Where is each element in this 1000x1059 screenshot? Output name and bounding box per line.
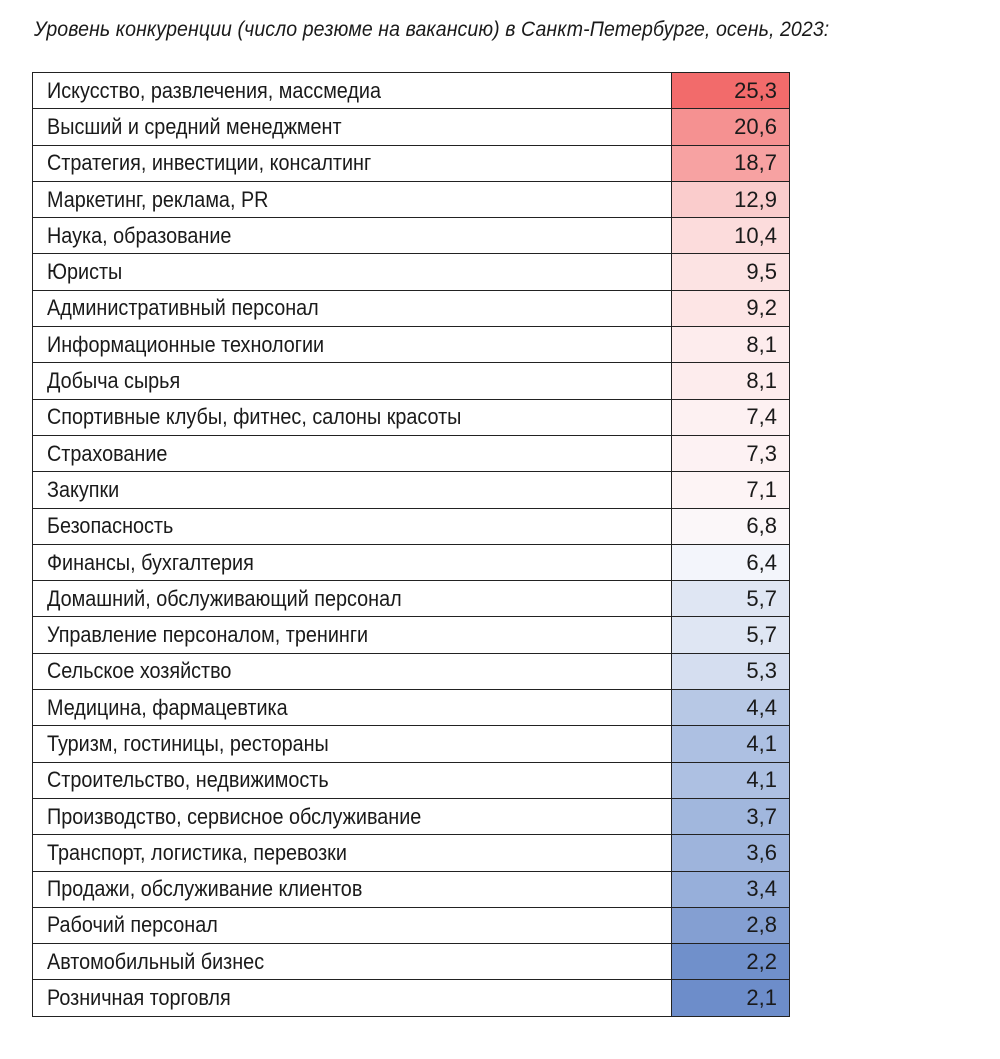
row-name-cell [33,872,672,907]
row-name: Транспорт, логистика, перевозки [47,839,347,865]
table-row [33,835,790,871]
table-row [33,654,790,690]
row-value: 3,6 [672,835,790,870]
chart-title: Уровень конкуренции (число резюме на вакансию) в Санкт-Петербурге, осень, 2023: [34,18,830,41]
row-value: 8,1 [672,363,790,398]
row-value: 6,8 [672,509,790,544]
row-name: Закупки [47,476,120,502]
table-row [33,363,790,399]
row-value: 10,4 [672,218,790,253]
row-value: 4,1 [672,726,790,761]
row-name: Юристы [47,259,123,285]
row-value: 2,1 [672,980,790,1015]
table-row [33,254,790,290]
row-name: Финансы, бухгалтерия [47,549,254,575]
row-value: 2,8 [672,908,790,943]
row-name: Продажи, обслуживание клиентов [47,876,363,902]
row-name-cell [33,908,672,943]
table-row [33,690,790,726]
row-name: Медицина, фармацевтика [47,694,288,720]
table-row [33,218,790,254]
row-value: 25,3 [672,73,790,108]
row-value: 9,2 [672,291,790,326]
row-name: Высший и средний менеджмент [47,113,342,139]
row-name: Безопасность [47,513,174,539]
table-row [33,799,790,835]
row-name-cell [33,545,672,580]
row-name-cell [33,109,672,144]
row-name-cell [33,254,672,289]
row-name-cell [33,472,672,507]
row-name-cell [33,835,672,870]
row-name-cell [33,73,672,108]
table-row [33,726,790,762]
row-name: Информационные технологии [47,331,325,357]
row-name-cell [33,581,672,616]
table-row [33,327,790,363]
row-value: 7,4 [672,400,790,435]
row-name: Стратегия, инвестиции, консалтинг [47,150,372,176]
table-row [33,182,790,218]
table-row [33,73,790,109]
row-value: 7,1 [672,472,790,507]
row-name-cell [33,291,672,326]
table-row [33,872,790,908]
row-name-cell [33,182,672,217]
row-name-cell [33,654,672,689]
row-value: 3,7 [672,799,790,834]
table-row [33,509,790,545]
row-name: Туризм, гостиницы, рестораны [47,730,329,756]
table-row [33,400,790,436]
row-name: Страхование [47,440,168,466]
row-name-cell [33,400,672,435]
row-value: 20,6 [672,109,790,144]
row-name-cell [33,218,672,253]
row-name: Строительство, недвижимость [47,767,329,793]
row-name: Управление персоналом, тренинги [47,622,369,648]
row-name: Добыча сырья [47,368,181,394]
row-name-cell [33,327,672,362]
row-value: 3,4 [672,872,790,907]
table-row [33,581,790,617]
row-value: 5,3 [672,654,790,689]
row-name: Производство, сервисное обслуживание [47,803,422,829]
row-name: Маркетинг, реклама, PR [47,186,269,212]
row-name-cell [33,944,672,979]
table-row [33,436,790,472]
table-row [33,908,790,944]
row-value: 4,1 [672,763,790,798]
table-row [33,617,790,653]
row-name-cell [33,726,672,761]
row-name: Автомобильный бизнес [47,948,265,974]
table-row [33,291,790,327]
competition-table [32,72,790,1017]
table-row [33,545,790,581]
row-name-cell [33,799,672,834]
row-value: 8,1 [672,327,790,362]
table-row [33,944,790,980]
row-value: 6,4 [672,545,790,580]
table-row [33,146,790,182]
row-name-cell [33,146,672,181]
table-row [33,763,790,799]
row-value: 7,3 [672,436,790,471]
row-name: Спортивные клубы, фитнес, салоны красоты [47,404,462,430]
row-name: Наука, образование [47,222,232,248]
row-name: Сельское хозяйство [47,658,232,684]
row-value: 12,9 [672,182,790,217]
row-name-cell [33,617,672,652]
row-value: 5,7 [672,581,790,616]
row-name-cell [33,436,672,471]
row-name: Искусство, развлечения, массмедиа [47,77,382,103]
row-name-cell [33,509,672,544]
row-value: 5,7 [672,617,790,652]
row-name: Домашний, обслуживающий персонал [47,585,402,611]
row-name-cell [33,690,672,725]
row-name: Рабочий персонал [47,912,218,938]
row-name-cell [33,363,672,398]
row-name: Розничная торговля [47,985,231,1011]
table-row [33,472,790,508]
table-row [33,980,790,1016]
row-name-cell [33,980,672,1015]
row-name-cell [33,763,672,798]
row-name: Административный персонал [47,295,319,321]
row-value: 4,4 [672,690,790,725]
row-value: 18,7 [672,146,790,181]
table-row [33,109,790,145]
row-value: 9,5 [672,254,790,289]
row-value: 2,2 [672,944,790,979]
